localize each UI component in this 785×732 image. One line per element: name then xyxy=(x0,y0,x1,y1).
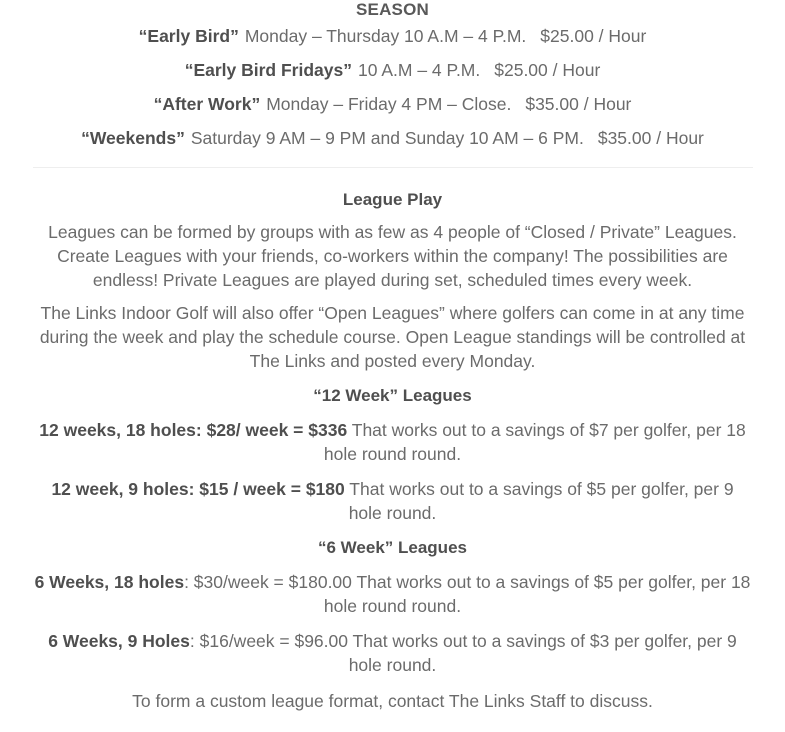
league-paragraph-open: The Links Indoor Golf will also offer “Open Leagues” where golfers can come in at any time during the week and play the schedule course. Open League standings will be controlled at The Links and posted every Monday. xyxy=(39,303,746,371)
six-week-18-holes-row xyxy=(33,559,753,618)
price-lead-label: 6 Weeks, 18 holes xyxy=(34,572,185,592)
rate-price-label: $35.00 / Hour xyxy=(597,128,704,148)
six-week-leagues-heading: “6 Week” Leagues xyxy=(318,538,467,557)
content-column xyxy=(33,0,753,713)
price-rest-label: : $30/week = $180.00 That works out to a savings of $5 per golfer, per 18 hole round round. xyxy=(184,572,751,616)
custom-league-footer: To form a custom league format, contact The Links Staff to discuss. xyxy=(132,691,653,711)
rate-tier-label: “Early Bird Fridays” xyxy=(184,60,352,80)
season-heading: SEASON xyxy=(356,0,429,19)
price-lead-label: 6 Weeks, 9 Holes xyxy=(48,631,190,651)
rate-detail-label: Monday – Thursday 10 A.M – 4 P.M. xyxy=(244,26,527,46)
twelve-week-9-holes-row xyxy=(33,466,753,525)
rate-tier-label: “Weekends” xyxy=(81,128,185,148)
rate-tier-label: “After Work” xyxy=(153,94,261,114)
rate-tier-label: “Early Bird” xyxy=(138,26,239,46)
price-rest-label: That works out to a savings of $5 per golfer, per 9 hole round. xyxy=(344,479,734,523)
rate-detail-label: 10 A.M – 4 P.M. xyxy=(358,60,481,80)
rate-row-weekends xyxy=(33,121,753,155)
rate-price-label: $25.00 / Hour xyxy=(494,60,601,80)
rate-price-label: $25.00 / Hour xyxy=(540,26,647,46)
rate-detail-label: Saturday 9 AM – 9 PM and Sunday 10 AM – 6 PM. xyxy=(190,128,584,148)
league-play-heading: League Play xyxy=(342,190,443,209)
rate-row-after-work xyxy=(33,87,753,121)
price-lead-label: 12 week, 9 holes: $15 / week = $180 xyxy=(51,479,345,499)
rate-row-early-bird xyxy=(33,19,753,53)
rate-detail-label: Monday – Friday 4 PM – Close. xyxy=(266,94,512,114)
price-rest-label: That works out to a savings of $7 per golfer, per 18 hole round round. xyxy=(323,420,746,464)
rate-row-early-bird-fridays xyxy=(33,53,753,87)
rate-price-label: $35.00 / Hour xyxy=(525,94,632,114)
price-lead-label: 12 weeks, 18 holes: $28/ week = $336 xyxy=(39,420,348,440)
league-paragraph-private: Leagues can be formed by groups with as few as 4 people of “Closed / Private” Leagues. Create Leagues with your friends, co-workers within the company! The possibilities are endless! Private Leagues are played during set, scheduled times every week. xyxy=(48,222,737,290)
price-rest-label: : $16/week = $96.00 That works out to a savings of $3 per golfer, per 9 hole round. xyxy=(189,631,737,675)
six-week-9-holes-row xyxy=(33,618,753,677)
twelve-week-leagues-heading: “12 Week” Leagues xyxy=(313,386,472,405)
twelve-week-18-holes-row xyxy=(33,407,753,466)
